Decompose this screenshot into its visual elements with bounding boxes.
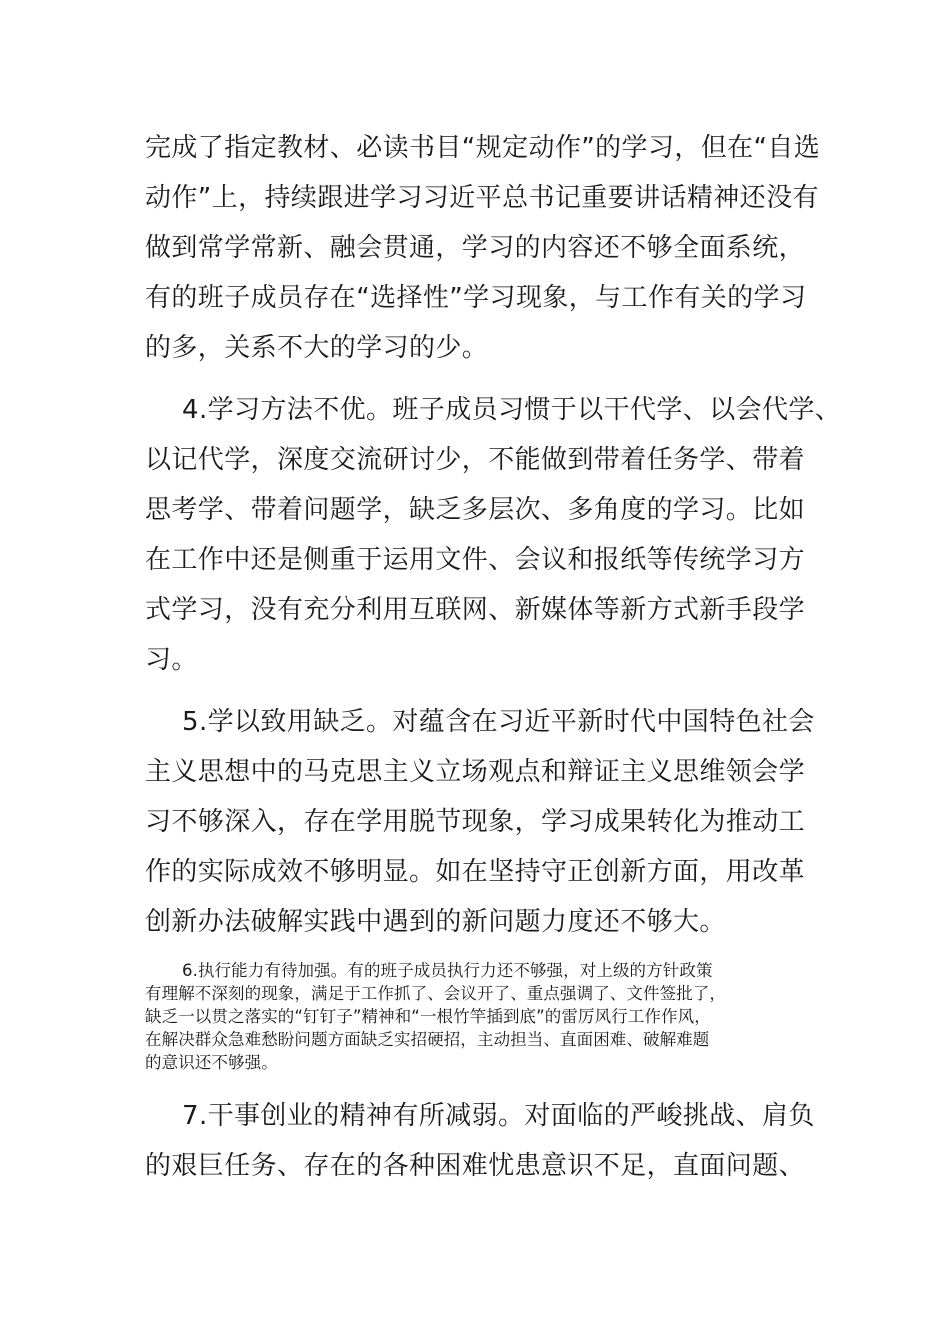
paragraph-line: 做到常学常新、融会贯通，学习的内容还不够全面系统， (145, 233, 806, 263)
paragraph-line: 主义思想中的马克思主义立场观点和辩证主义思维领会学 (145, 757, 806, 787)
paragraph-line: 6.执行能力有待加强。有的班子成员执行力还不够强，对上级的方针政策 (182, 961, 713, 980)
paragraph-line: 习。 (145, 645, 198, 675)
paragraph-line: 习不够深入，存在学用脱节现象，学习成果转化为推动工 (145, 807, 806, 837)
paragraph-line: 作的实际成效不够明显。如在坚持守正创新方面，用改革 (145, 857, 806, 887)
paragraph-line: 式学习，没有充分利用互联网、新媒体等新方式新手段学 (145, 595, 806, 625)
paragraph-line: 创新办法破解实践中遇到的新问题力度还不够大。 (145, 907, 726, 937)
paragraph-line: 动作”上，持续跟进学习习近平总书记重要讲话精神还没有 (145, 183, 819, 213)
paragraph-line: 思考学、带着问题学，缺乏多层次、多角度的学习。比如 (145, 495, 806, 525)
paragraph-line: 以记代学，深度交流研讨少，不能做到带着任务学、带着 (145, 445, 806, 475)
paragraph-line: 的艰巨任务、存在的各种困难忧患意识不足，直面问题、 (145, 1151, 806, 1181)
paragraph-line: 5.学以致用缺乏。对蕴含在习近平新时代中国特色社会 (182, 707, 815, 737)
paragraph-line: 有的班子成员存在“选择性”学习现象，与工作有关的学习 (145, 283, 807, 313)
paragraph-line: 的多，关系不大的学习的少。 (145, 333, 489, 363)
paragraph-line: 4.学习方法不优。班子成员习惯于以干代学、以会代学、 (182, 395, 842, 425)
paragraph-line: 有理解不深刻的现象，满足于工作抓了、会议开了、重点强调了、文件签批了， (145, 984, 726, 1003)
paragraph-line: 的意识还不够强。 (145, 1053, 278, 1072)
paragraph-line: 缺乏一以贯之落实的“钉钉子”精神和“一根竹竿插到底”的雷厉风行工作作风， (145, 1007, 711, 1026)
paragraph-line: 7.干事创业的精神有所减弱。对面临的严峻挑战、肩负 (182, 1101, 815, 1131)
paragraph-line: 在解决群众急难愁盼问题方面缺乏实招硬招，主动担当、直面困难、破解难题 (145, 1030, 710, 1049)
paragraph-line: 在工作中还是侧重于运用文件、会议和报纸等传统学习方 (145, 545, 806, 575)
paragraph-line: 完成了指定教材、必读书目“规定动作”的学习，但在“自选 (145, 133, 821, 163)
